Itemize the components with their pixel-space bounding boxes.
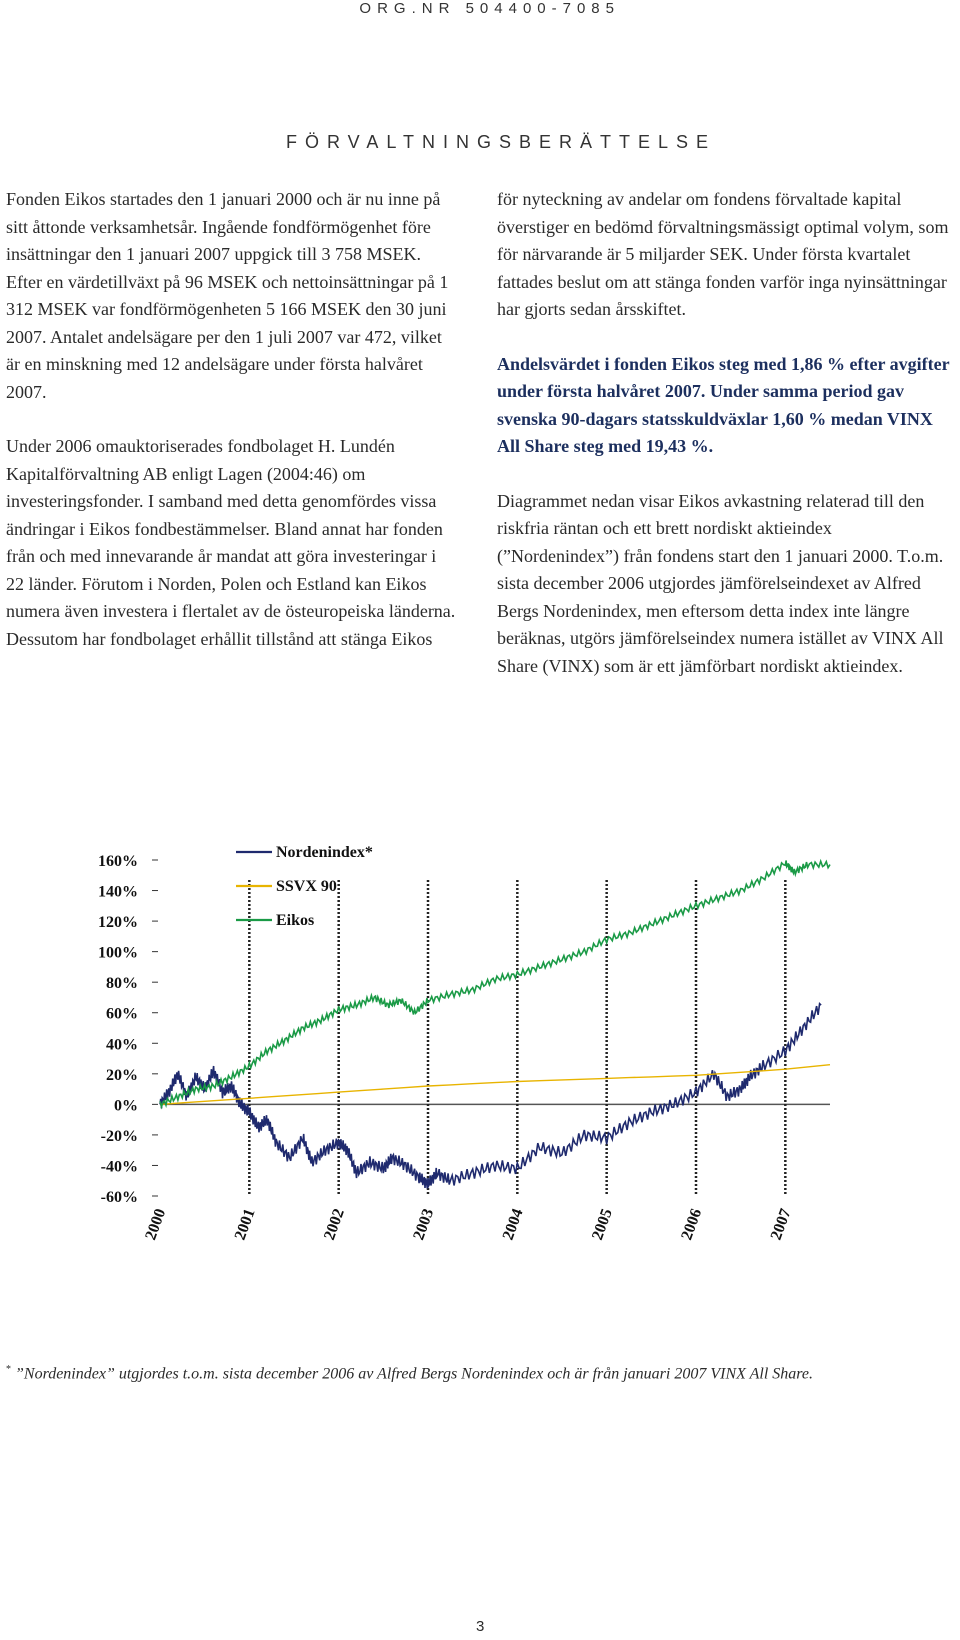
y-tick-label: 140%	[98, 883, 138, 901]
right-column	[497, 186, 953, 707]
highlight-paragraph: Andelsvärdet i fonden Eikos steg med 1,86 % efter avgifter under första halvåret 2007. Under samma period gav svenska 90-dagars statsskuldväxlar 1,60 % medan VINX All Share steg med 19,43 %.	[497, 353, 950, 456]
y-tick-label: 60%	[106, 1005, 138, 1023]
x-tick-label: 2006	[678, 1206, 706, 1243]
org-number: ORG.NR 504400-7085	[359, 0, 620, 17]
paragraph: Under 2006 omauktoriserades fondbolaget H. Lundén Kapitalförvaltning AB enligt Lagen (2004:46) om investeringsfonder. I samband med detta genomfördes vissa ändringar i Eikos fondbestämmelser. Bland annat har fonden från och med innevarande år mandat att göra investeringar i 22 länder. Förutom i Norden, Polen och Estland kan Eikos numera även investera i flertalet av de östeuropeiska länderna. Dessutom har fondbolaget erhållit tillstånd att stänga Eikos	[6, 436, 456, 649]
series-line-3	[160, 861, 830, 1107]
y-tick-label: 100%	[98, 944, 138, 962]
x-tick-label: 2005	[588, 1206, 616, 1243]
y-tick-label: 120%	[98, 914, 138, 932]
y-tick-label: 40%	[106, 1036, 138, 1054]
x-tick-label: 2002	[320, 1206, 348, 1243]
y-tick-label: 0%	[114, 1097, 138, 1115]
y-tick-label: -20%	[100, 1127, 138, 1145]
x-tick-label: 2004	[499, 1206, 527, 1243]
paragraph: för nyteckning av andelar om fondens förvaltade kapital överstiger en bedömd förvaltningsmässigt optimal volym, som för närvarande är 5 miljarder SEK. Under första kvartalet fattades beslut om att stänga fonden varför inga nyinsättningar har gjorts sedan årsskiftet.	[497, 189, 949, 319]
page-number: 3	[476, 1618, 485, 1635]
x-tick-label: 2007	[767, 1206, 795, 1243]
y-tick-label: -60%	[100, 1189, 138, 1206]
legend-label: SSVX 90	[276, 878, 337, 895]
y-tick-label: 80%	[106, 975, 138, 993]
paragraph: Diagrammet nedan visar Eikos avkastning relaterad till den riskfria räntan och ett brett nordiskt aktieindex (”Nordenindex”) från fondens start den 1 januari 2000. T.o.m. sista december 2006 utgjordes jämförelseindexet av Alfred Bergs Nordenindex, men eftersom detta index inte längre beräknas, utgörs jämförelseindex numera istället av VINX All Share (VINX) som är ett jämförbart nordiskt aktieindex.	[497, 490, 944, 676]
y-tick-label: -40%	[100, 1158, 138, 1176]
footnote	[6, 1364, 813, 1383]
x-tick-label: 2003	[410, 1206, 438, 1243]
footnote-marker: *	[6, 1364, 11, 1375]
performance-chart	[60, 844, 900, 1310]
section-heading: FÖRVALTNINGSBERÄTTELSE	[286, 132, 717, 152]
legend-label: Nordenindex*	[276, 844, 373, 861]
paragraph: Fonden Eikos startades den 1 januari 2000 och är nu inne på sitt åttonde verksamhetsår. Ingående fondförmögenhet före insättningar den 1 januari 2007 uppgick till 3 758 MSEK. Efter en värdetillväxt på 96 MSEK och nettoinsättningar på 1 312 MSEK var fondförmögenheten 5 166 MSEK den 30 juni 2007. Antalet andelsägare per den 1 juli 2007 var 472, vilket är en minskning med 12 andelsägare under första halvåret 2007.	[6, 189, 449, 402]
x-tick-label: 2001	[231, 1206, 259, 1243]
y-tick-label: 160%	[98, 853, 138, 870]
left-column	[6, 186, 456, 680]
x-tick-label: 2000	[142, 1206, 170, 1243]
series-line-1	[160, 1004, 821, 1189]
legend-label: Eikos	[276, 912, 315, 929]
footnote-text: ”Nordenindex” utgjordes t.o.m. sista december 2006 av Alfred Bergs Nordenindex och är från januari 2007 VINX All Share.	[15, 1365, 814, 1383]
y-tick-label: 20%	[106, 1066, 138, 1084]
